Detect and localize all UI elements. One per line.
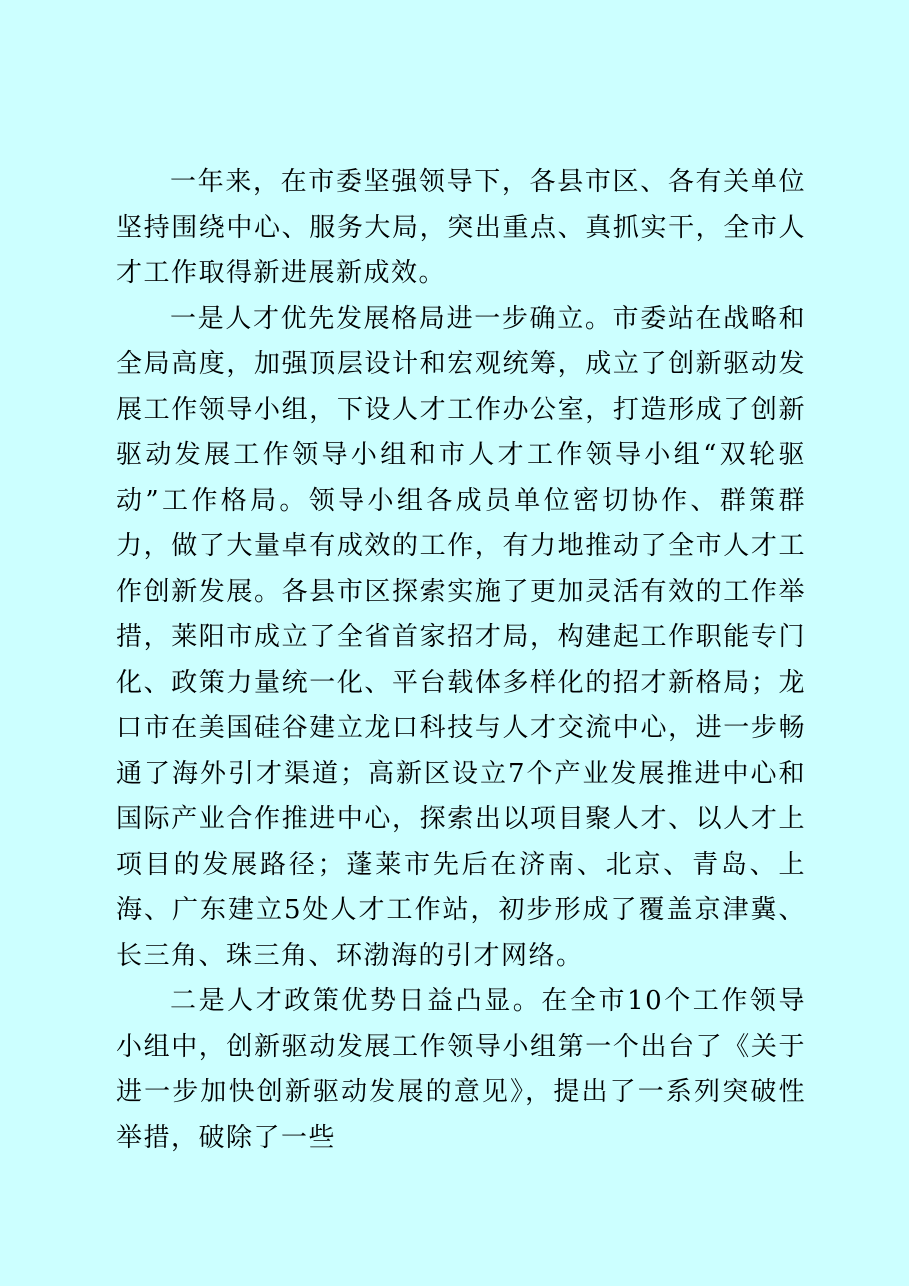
paragraph-talent-policy: 二是人才政策优势日益凸显。在全市10个工作领导小组中，创新驱动发展工作领导小组第一个出台了《关于进一步加快创新驱动发展的意见》，提出了一系列突破性举措，破除了一些	[116, 986, 806, 1153]
paragraph-intro: 一年来，在市委坚强领导下，各县市区、各有关单位坚持围绕中心、服务大局，突出重点、真抓实干，全市人才工作取得新进展新成效。	[116, 167, 806, 288]
document-body	[116, 160, 806, 1161]
paragraph-talent-priority: 一是人才优先发展格局进一步确立。市委站在战略和全局高度，加强顶层设计和宏观统筹，成立了创新驱动发展工作领导小组，下设人才工作办公室，打造形成了创新驱动发展工作领导小组和市人才工作领导小组“双轮驱动”工作格局。领导小组各成员单位密切协作、群策群力，做了大量卓有成效的工作，有力地推动了全市人才工作创新发展。各县市区探索实施了更加灵活有效的工作举措，莱阳市成立了全省首家招才局，构建起工作职能专门化、政策力量统一化、平台载体多样化的招才新格局；龙口市在美国硅谷建立龙口科技与人才交流中心，进一步畅通了海外引才渠道；高新区设立7个产业发展推进中心和国际产业合作推进中心，探索出以项目聚人才、以人才上项目的发展路径；蓬莱市先后在济南、北京、青岛、上海、广东建立5处人才工作站，初步形成了覆盖京津冀、长三角、珠三角、环渤海的引才网络。	[116, 303, 806, 971]
